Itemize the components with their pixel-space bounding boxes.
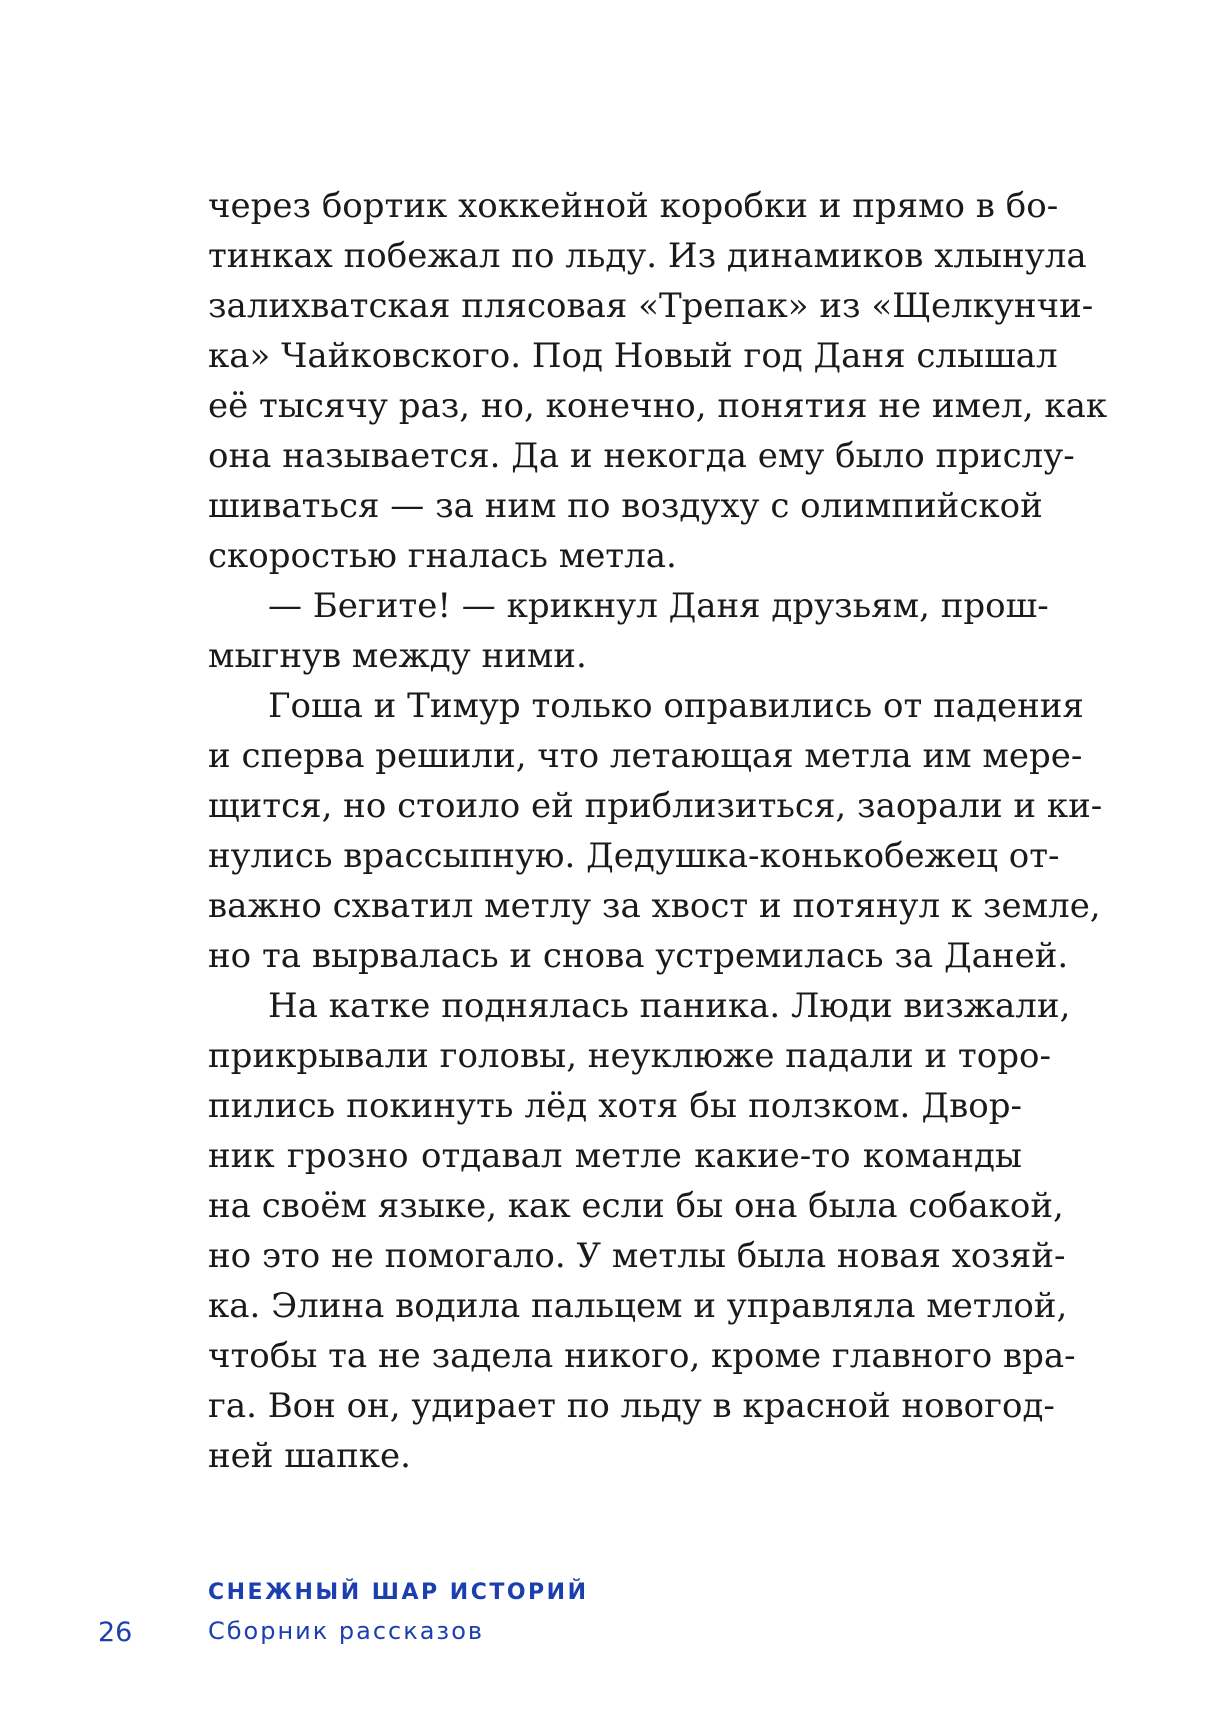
text-line: чтобы та не задела никого, кроме главного вра- [208, 1336, 1076, 1376]
text-line: щится, но стоило ей приблизиться, заорали и ки- [208, 786, 1103, 826]
text-line: нулись врассыпную. Дедушка-конькобежец от- [208, 836, 1060, 876]
text-line: мыгнув между ними. [208, 636, 587, 676]
page-footer [0, 1570, 1214, 1690]
text-line: пились покинуть лёд хотя бы ползком. Двор- [208, 1086, 1022, 1126]
text-line: она называется. Да и некогда ему было прислу- [208, 436, 1075, 476]
text-line: но та вырвалась и снова устремилась за Даней. [208, 936, 1069, 976]
text-line: — Бегите! — крикнул Даня друзьям, прош- [268, 586, 1049, 626]
book-subtitle: Сборник рассказов [208, 1617, 485, 1645]
text-line: Гоша и Тимур только оправились от падения [268, 686, 1084, 726]
text-line: важно схватил метлу за хвост и потянул к земле, [208, 886, 1101, 926]
text-line: залихватская плясовая «Трепак» из «Щелкунчи- [208, 286, 1094, 326]
text-line: через бортик хоккейной коробки и прямо в бо- [208, 186, 1059, 226]
text-line: скоростью гналась метла. [208, 536, 677, 576]
book-title: СНЕЖНЫЙ ШАР ИСТОРИЙ [208, 1580, 589, 1605]
text-line: га. Вон он, удирает по льду в красной новогод- [208, 1386, 1055, 1426]
text-line: на своём языке, как если бы она была собакой, [208, 1186, 1064, 1226]
text-line: и сперва решили, что летающая метла им мере- [208, 736, 1083, 776]
text-line: ка. Элина водила пальцем и управляла метлой, [208, 1286, 1068, 1326]
text-line: шиваться — за ним по воздуху с олимпийской [208, 486, 1043, 526]
text-line: тинках побежал по льду. Из динамиков хлынула [208, 236, 1087, 276]
text-line: ка» Чайковского. Под Новый год Даня слышал [208, 336, 1058, 376]
body-text [208, 181, 1108, 1481]
text-line: На катке поднялась паника. Люди визжали, [268, 986, 1071, 1026]
text-line: ник грозно отдавал метле какие-то команды [208, 1136, 1022, 1176]
text-line: её тысячу раз, но, конечно, понятия не имел, как [208, 386, 1108, 426]
text-line: прикрывали головы, неуклюже падали и торо- [208, 1036, 1051, 1076]
text-line: но это не помогало. У метлы была новая хозяй- [208, 1236, 1066, 1276]
page-number: 26 [98, 1617, 133, 1648]
text-line: ней шапке. [208, 1436, 411, 1476]
